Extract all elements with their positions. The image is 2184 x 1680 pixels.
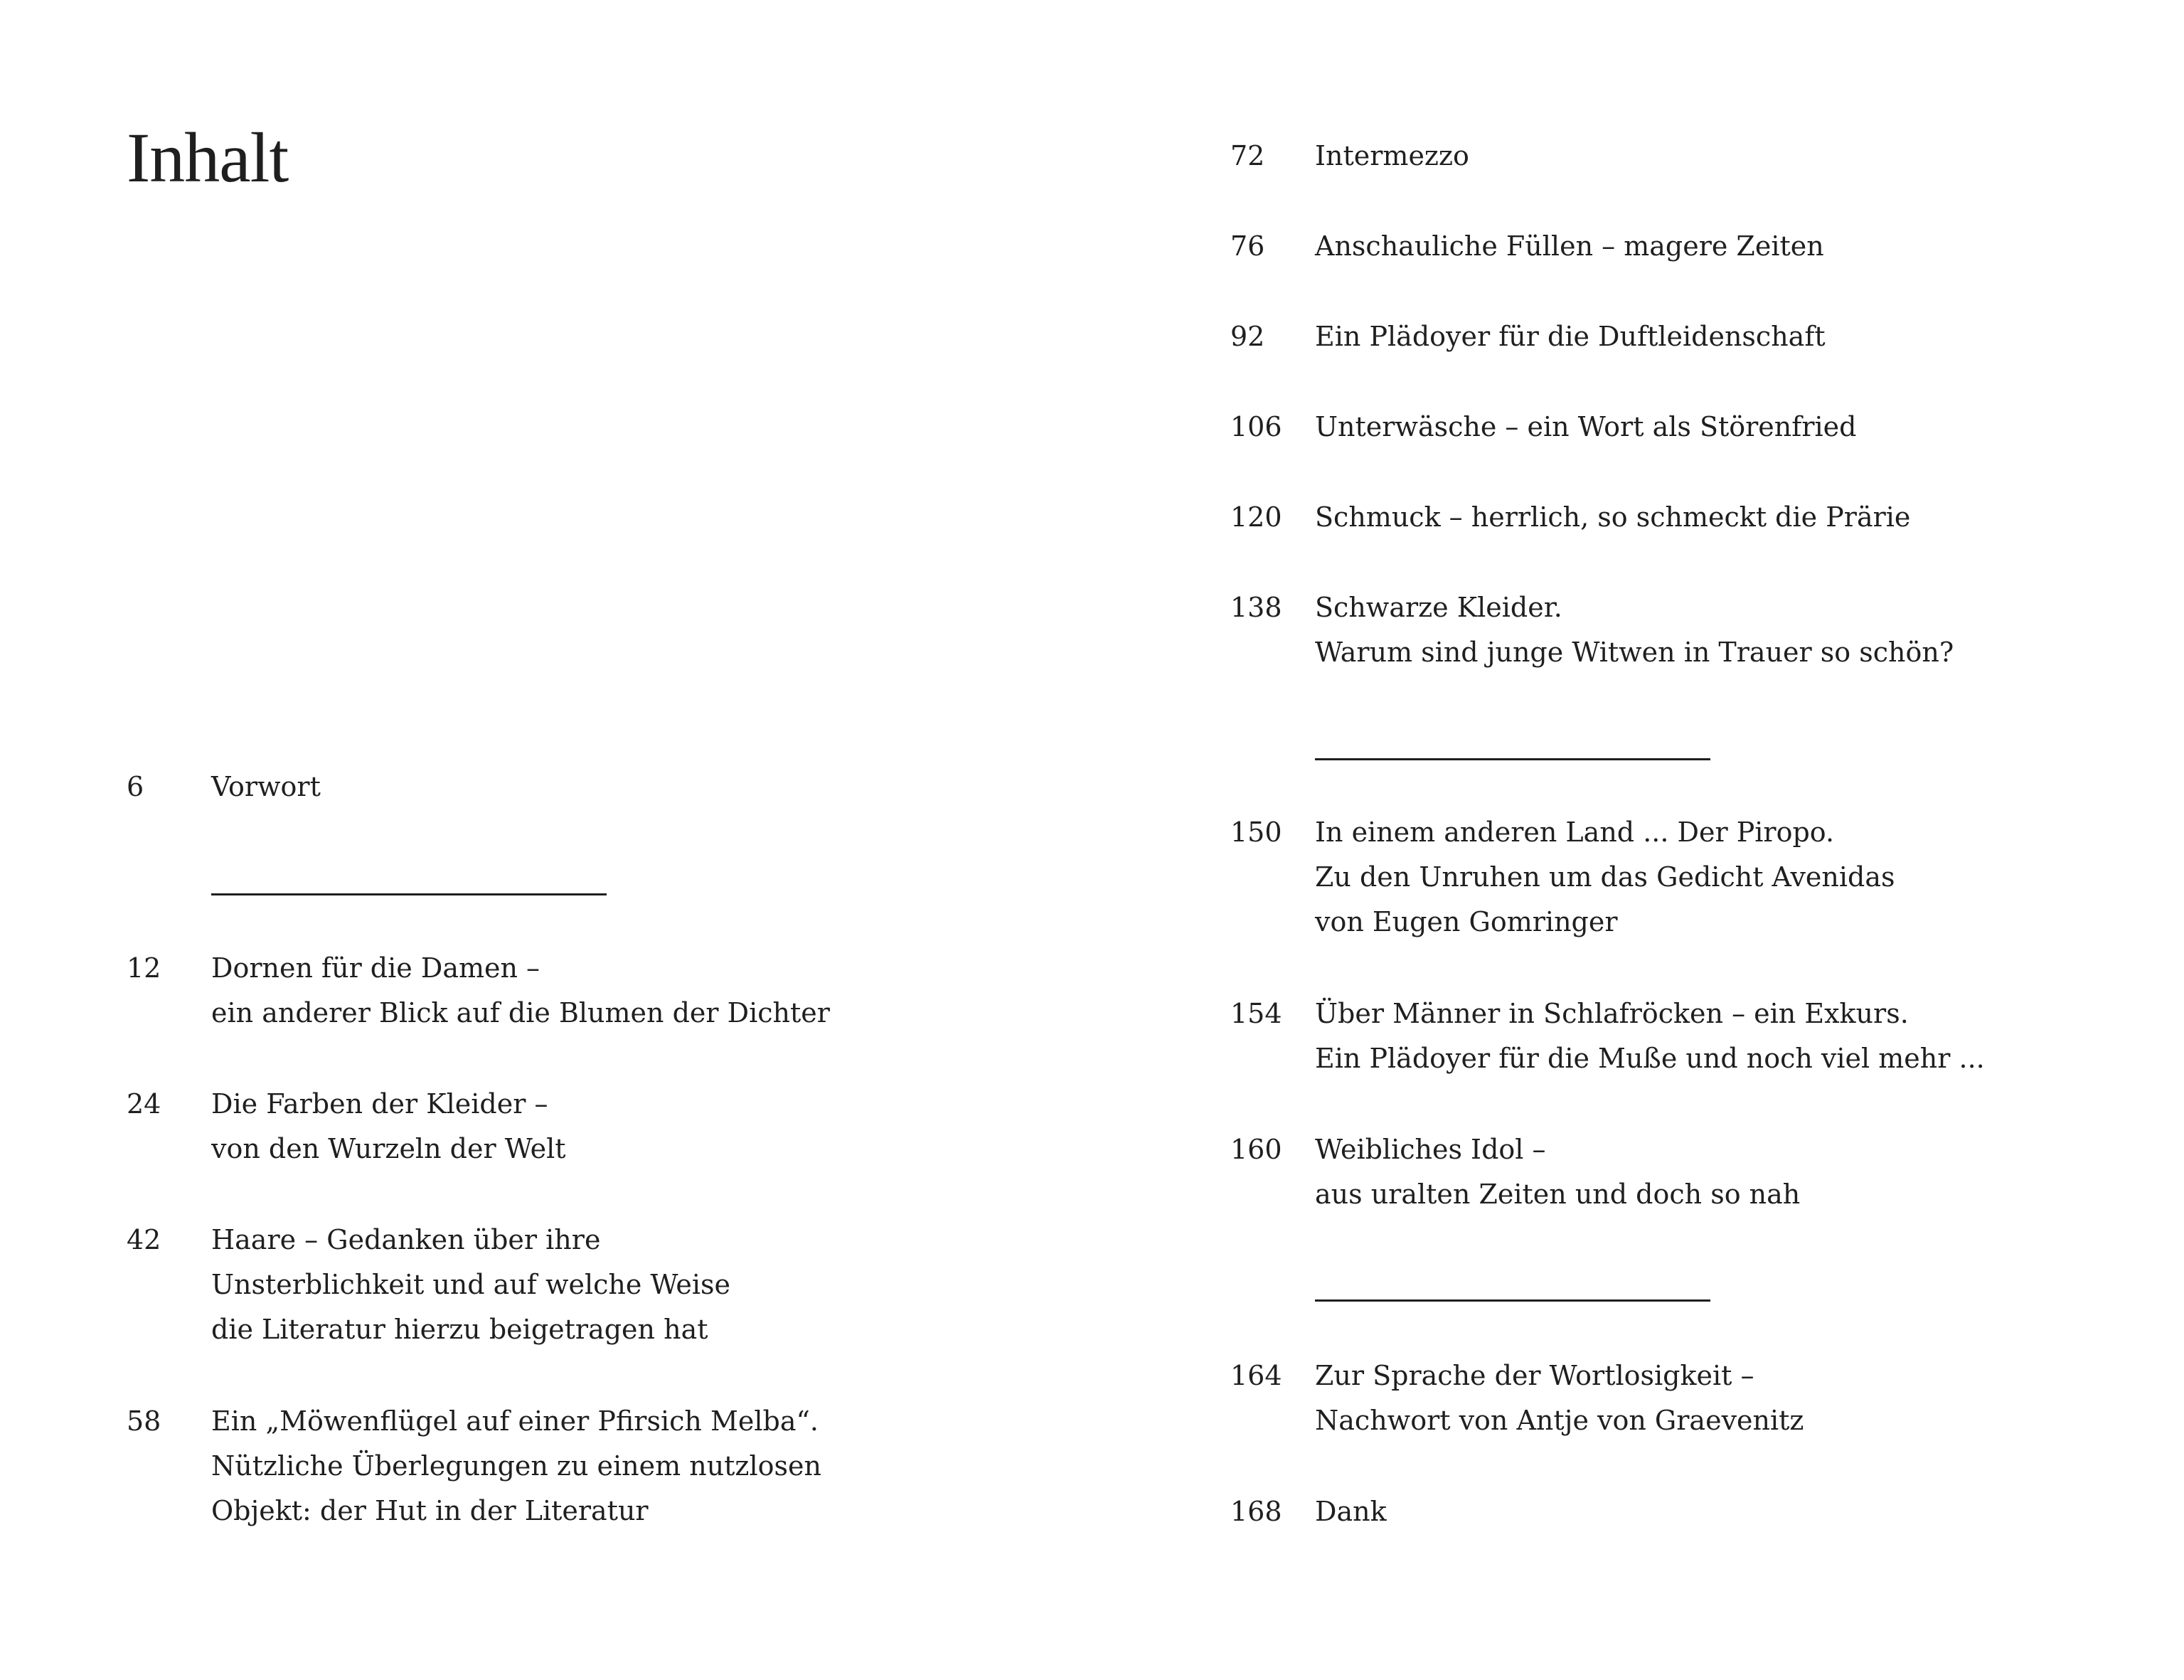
toc-title-line: Schmuck – herrlich, so schmeckt die Prärie — [1315, 501, 1911, 533]
section-divider — [1315, 1299, 1710, 1302]
toc-page-number: 76 — [1230, 230, 1265, 262]
toc-title-line: Die Farben der Kleider – — [211, 1088, 548, 1120]
toc-entry-title — [1315, 991, 1985, 1081]
toc-entry-title — [1315, 1127, 1800, 1217]
toc-page-number: 154 — [1230, 998, 1282, 1029]
toc-title-line: Unsterblichkeit und auf welche Weise — [211, 1269, 731, 1300]
toc-entry-title — [1315, 810, 1895, 945]
toc-title-line: Haare – Gedanken über ihre — [211, 1224, 601, 1255]
toc-title-line: Schwarze Kleider. — [1315, 592, 1562, 623]
toc-title-line: Anschauliche Füllen – magere Zeiten — [1315, 230, 1824, 262]
toc-entry-title — [1315, 1489, 1387, 1534]
toc-title-line: aus uralten Zeiten und doch so nah — [1315, 1179, 1801, 1210]
toc-title-line: Weibliches Idol – — [1315, 1134, 1546, 1165]
toc-page-number: 6 — [127, 771, 144, 802]
toc-title-line: Ein Plädoyer für die Muße und noch viel mehr ... — [1315, 1043, 1985, 1074]
toc-page-number: 12 — [127, 952, 161, 984]
toc-entry-title — [1315, 224, 1824, 269]
toc-page-number: 58 — [127, 1405, 161, 1437]
toc-title-line: Intermezzo — [1315, 140, 1469, 171]
toc-title-line: Objekt: der Hut in der Literatur — [211, 1495, 649, 1526]
toc-page-number: 24 — [127, 1088, 161, 1120]
toc-page-number: 72 — [1230, 140, 1265, 171]
toc-title-line: Nachwort von Antje von Graevenitz — [1315, 1405, 1804, 1436]
toc-page-number: 106 — [1230, 411, 1282, 442]
toc-title-line: ein anderer Blick auf die Blumen der Dichter — [211, 997, 830, 1028]
toc-page-number: 150 — [1230, 817, 1282, 848]
toc-title-line: von Eugen Gomringer — [1315, 906, 1618, 937]
toc-entry-title — [1315, 405, 1856, 450]
toc-entry-title — [211, 765, 321, 809]
toc-page-number: 164 — [1230, 1360, 1282, 1391]
toc-title-line: die Literatur hierzu beigetragen hat — [211, 1314, 708, 1345]
toc-entry-title — [1315, 314, 1826, 359]
toc-page-number: 42 — [127, 1224, 161, 1255]
toc-title-line: Warum sind junge Witwen in Trauer so schön? — [1315, 637, 1954, 668]
section-divider — [1315, 758, 1710, 760]
page-title: Inhalt — [127, 118, 289, 197]
toc-title-line: von den Wurzeln der Welt — [211, 1133, 566, 1164]
toc-entry-title — [1315, 134, 1469, 179]
toc-entry-title — [1315, 585, 1954, 675]
toc-entry-title — [211, 946, 830, 1036]
toc-title-line: Dornen für die Damen – — [211, 952, 540, 984]
toc-title-line: Zur Sprache der Wortlosigkeit – — [1315, 1360, 1754, 1391]
toc-title-line: Dank — [1315, 1496, 1387, 1527]
toc-title-line: Vorwort — [211, 771, 321, 802]
toc-title-line: Zu den Unruhen um das Gedicht Avenidas — [1315, 861, 1895, 893]
toc-entry-title — [211, 1218, 730, 1352]
toc-title-line: Ein „Möwenflügel auf einer Pfirsich Melba“. — [211, 1405, 819, 1437]
toc-title-line: Unterwäsche – ein Wort als Störenfried — [1315, 411, 1857, 442]
toc-title-line: Nützliche Überlegungen zu einem nutzlosen — [211, 1450, 821, 1482]
toc-title-line: Ein Plädoyer für die Duftleidenschaft — [1315, 321, 1826, 352]
toc-entry-title — [211, 1082, 566, 1171]
section-divider — [211, 893, 607, 895]
toc-page-number: 160 — [1230, 1134, 1282, 1165]
toc-page-number: 120 — [1230, 501, 1282, 533]
toc-page-number: 168 — [1230, 1496, 1282, 1527]
toc-page-number: 138 — [1230, 592, 1282, 623]
toc-title-line: Über Männer in Schlafröcken – ein Exkurs. — [1315, 998, 1909, 1029]
toc-entry-title — [1315, 495, 1910, 540]
toc-title-line: In einem anderen Land ... Der Piropo. — [1315, 817, 1835, 848]
toc-entry-title — [211, 1399, 821, 1533]
toc-entry-title — [1315, 1354, 1804, 1443]
toc-page-number: 92 — [1230, 321, 1265, 352]
